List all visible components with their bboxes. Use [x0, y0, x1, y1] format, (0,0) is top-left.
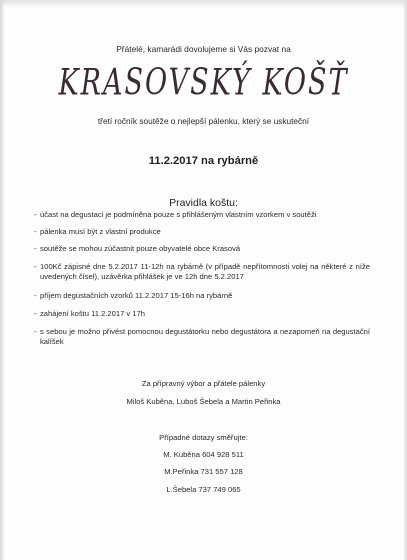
contact-entry: L.Šebela 737 749 065 — [166, 485, 241, 494]
event-title: KRASOVSKÝ KOŠŤ — [58, 62, 349, 104]
rule-text: příjem degustačních vzorků 11.2.2017 15-16h na rybárně — [40, 291, 233, 300]
invitation-line: Přátelé, kamarádi dovolujeme si Vás pozvat na — [116, 44, 291, 54]
rule-item — [34, 262, 370, 282]
event-date: 11.2.2017 na rybárně — [148, 155, 259, 167]
rule-item — [34, 327, 370, 347]
closing-line-1: Za přípravný výbor a přátele pálenky — [141, 379, 266, 388]
contact-entry: M. Kuběna 604 928 511 — [163, 450, 244, 459]
scan-shadow-top — [0, 0, 407, 8]
rule-bullet: - — [34, 210, 37, 219]
rule-bullet: - — [34, 227, 37, 236]
rule-bullet: - — [34, 327, 37, 336]
rule-item — [34, 210, 370, 220]
rule-text: s sebou je možno přivést pomocnou degustátorku nebo degustátora a nezapomeň na degustační kalíšek — [40, 327, 370, 346]
rule-text: 100Kč zápisné dne 5.2.2017 11-12h na rybárně (v případě nepřítomnosti volej na některé z níže uvedených čísel), uzávěrka přihlášek je ve 12h dne 5.2.2017 — [40, 262, 370, 281]
rule-bullet: - — [34, 309, 37, 318]
rule-bullet: - — [34, 244, 37, 253]
contact-entry: M.Peřinka 731 557 128 — [164, 467, 243, 476]
rule-bullet: - — [34, 291, 37, 300]
rules-heading: Pravidla koštu: — [169, 197, 238, 209]
closing-line-2: Miloš Kuběna, Luboš Šebela a Martin Peřinka — [126, 397, 281, 406]
contacts-heading: Případné dotazy směřujte: — [159, 433, 248, 442]
rule-text: pálenka musí být z vlastní produkce — [40, 227, 161, 236]
rule-item — [34, 309, 370, 319]
rule-item — [34, 227, 370, 237]
rule-text: soutěže se mohou zúčastnit pouze obyvatelé obce Krasová — [40, 244, 241, 253]
rule-item — [34, 244, 370, 254]
rule-text: účast na degustaci je podmíněna pouze s přihlášeným vlastním vzorkem v soutěži — [40, 210, 317, 219]
event-subtitle: třetí ročník soutěže o nejlepší pálenku, který se uskuteční — [97, 116, 310, 126]
rule-text: zahájení koštu 11.2.2017 v 17h — [40, 309, 145, 318]
rule-item — [34, 291, 370, 301]
rule-bullet: - — [34, 262, 37, 271]
